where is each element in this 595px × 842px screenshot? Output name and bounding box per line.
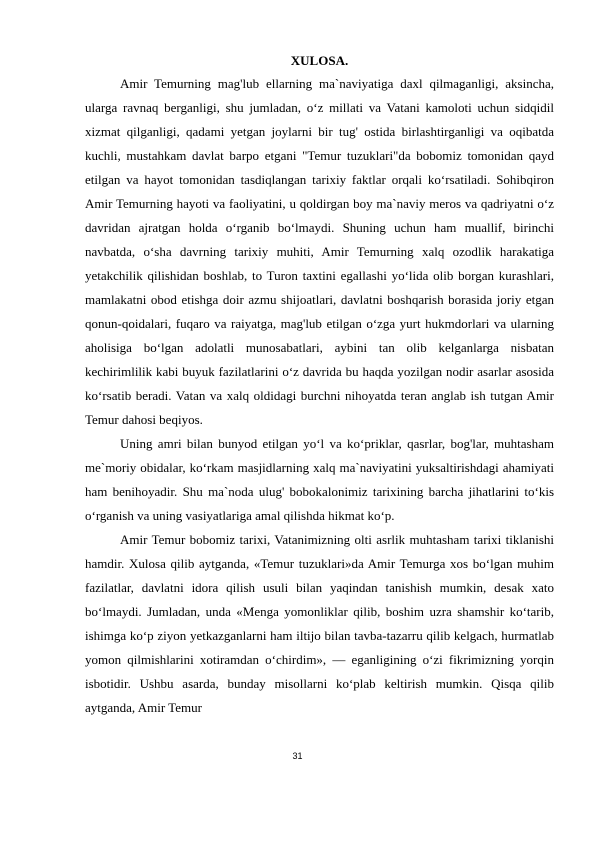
paragraph-2: Uning amri bilan bunyod etilgan yo‘l va ko‘priklar, qasrlar, bog'lar, muhtasham me`moriy obidalar, ko‘rkam masjidlarning xalq ma`naviyatini yuksaltirishdagi ahamiyati ham benihoyadir. Shu ma`noda ulug' bobokalonimiz tarixining barcha jihatlarini to‘kis o‘rganish va uning vasiyatlariga amal qilishda hikmat ko‘p. xyxy=(85,436,554,523)
document-title: XULOSA. xyxy=(290,53,349,68)
document-page xyxy=(85,51,554,720)
paragraph-3: Amir Temur bobomiz tarixi, Vatanimizning olti asrlik muhtasham tarixi tiklanishi hamdir. Xulosa qilib aytganda, «Temur tuzuklari»da Amir Temurga xos bo‘lgan muhim fazilatlar, davlatni idora qilish usuli bilan yaqindan tanishish mumkin, desak xato bo‘lmaydi. Jumladan, unda «Menga yomonliklar qilib, boshim uzra shamshir ko‘tarib, ishimga ko‘p ziyon yetkazganlarni ham iltijo bilan tavba-tazarru qilib kelgach, hurmatlab yomon qilmishlarini xotiramdan o‘chirdim», — eganligining o‘zi fikrimizning yorqin isbotidir. Ushbu asarda, bunday misollarni ko‘plab keltirish mumkin. Qisqa qilib aytganda, Amir Temur xyxy=(85,532,554,715)
paragraph-1: Amir Temurning mag'lub ellarning ma`naviyatiga daxl qilmaganligi, aksincha, ularga ravnaq berganligi, shu jumladan, o‘z millati va Vatani kamoloti uchun sidqidil xizmat qilganligi, qadami yetgan joylarni bir tug' ostida birlashtirganligi va oqibatda kuchli, mustahkam davlat barpo etgani "Temur tuzuklari"da bobomiz tomonidan qayd etilgan va hayot tomonidan tasdiqlangan tarixiy faktlar orqali ko‘rsatiladi. Sohibqiron Amir Temurning hayoti va faoliyatini, u qoldirgan boy ma`naviy meros va qadriyatni o‘z davridan ajratgan holda o‘rganib bo‘lmaydi. Shuning uchun ham muallif, birinchi navbatda, o‘sha davrning tarixiy muhiti, Amir Temurning xalq ozodlik harakatiga yetakchilik qilishidan boshlab, to Turon taxtini egallashi yo‘lida olib borgan kurashlari, mamlakatni obod etishga doir azmu shijoatlari, davlatni boshqarish borasida joriy etgan qonun-qoidalari, fuqaro va raiyatga, mag'lub etilgan o‘zga yurt hukmdorlari va ularning aholisiga bo‘lgan adolatli munosabatlari, aybini tan olib kelganlarga nisbatan kechirimlilik kabi buyuk fazilatlarini o‘z davrida bu haqda yozilgan nodir asarlar asosida ko‘rsatib beradi. Vatan va xalq oldidagi burchni nihoyatda teran anglab ish tutgan Amir Temur dahosi beqiyos. xyxy=(85,76,554,427)
page-number: 31 xyxy=(292,751,303,761)
